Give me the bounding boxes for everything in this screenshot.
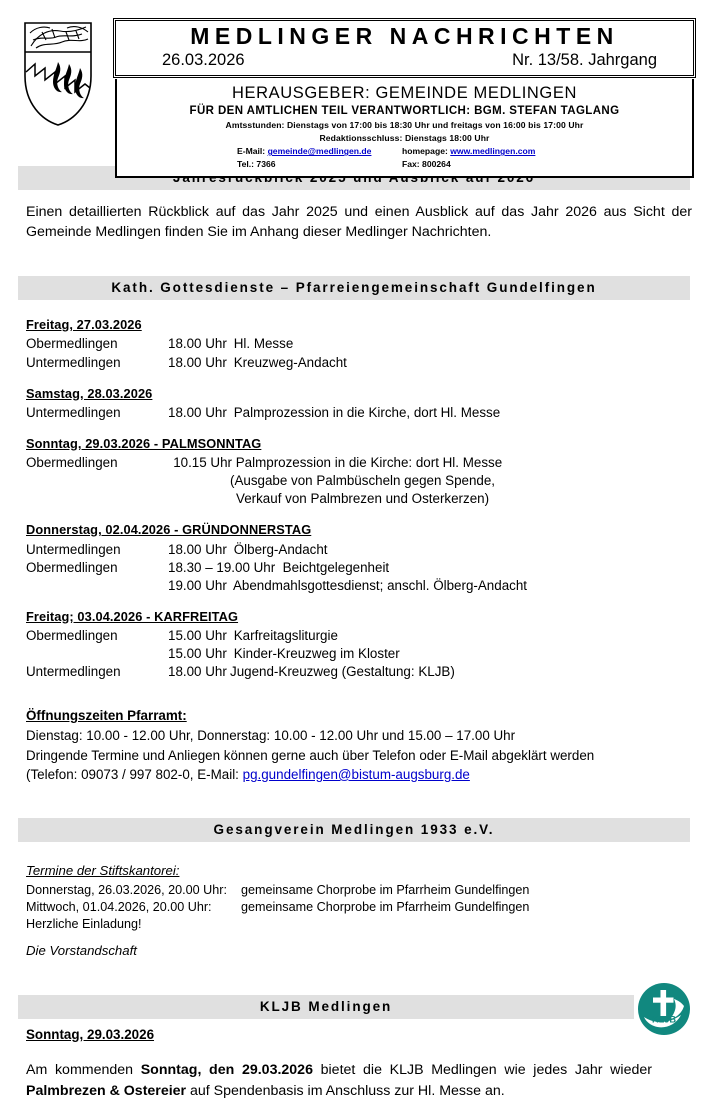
service-block — [26, 521, 692, 594]
kljb-paragraph — [26, 1060, 692, 1102]
email-link[interactable]: gemeinde@medlingen.de — [267, 146, 372, 157]
service-place: Untermedlingen — [26, 664, 121, 680]
choir-row — [26, 899, 692, 916]
section-heading-gesangverein: Gesangverein Medlingen 1933 e.V. — [18, 818, 690, 842]
service-desc: (Ausgabe von Palmbüscheln gegen Spende, — [230, 473, 496, 489]
service-desc: Palmprozession in die Kirche: dort Hl. Messe — [235, 455, 503, 471]
service-desc: Ölberg-Andacht — [233, 541, 328, 557]
contact-block — [117, 145, 692, 171]
service-row — [26, 354, 692, 372]
service-desc: Palmprozession in die Kirche, dort Hl. Messe — [233, 404, 501, 420]
service-detail — [168, 354, 692, 372]
service-time: 18.00 Uhr — [168, 541, 227, 557]
responsible-line: FÜR DEN AMTLICHEN TEIL VERANTWORTLICH: BGM. STEFAN TAGLANG — [189, 105, 620, 118]
service-time: 15.00 Uhr — [168, 646, 227, 662]
service-detail — [168, 559, 692, 577]
service-row — [26, 335, 692, 353]
section-heading-kljb: KLJB Medlingen — [18, 995, 634, 1019]
service-place: Obermedlingen — [26, 336, 118, 352]
section-body-jahresrueckblick — [0, 202, 714, 242]
service-desc: Jugend-Kreuzweg (Gestaltung: KLJB) — [230, 664, 455, 680]
coat-of-arms-icon — [22, 20, 94, 128]
service-desc: Hl. Messe — [233, 336, 294, 352]
pfarramt-email-link[interactable]: pg.gundelfingen@bistum-augsburg.de — [242, 766, 470, 782]
service-date: Donnerstag, 02.04.2026 - GRÜNDONNERSTAG — [26, 522, 312, 538]
choir-signature: Die Vorstandschaft — [26, 942, 137, 958]
review-paragraph: Einen detaillierten Rückblick auf das Jahr 2025 und einen Ausblick auf das Jahr 2026 aus Sicht der Gemeinde Medlingen finden Sie im Anhang dieser Medlinger Nachrichten. — [26, 204, 692, 241]
service-place — [26, 645, 168, 663]
homepage-link[interactable]: www.medlingen.com — [450, 146, 536, 157]
service-date: Freitag; 03.04.2026 - KARFREITAG — [26, 608, 239, 624]
section-heading-gottesdienste: Kath. Gottesdienste – Pfarreiengemeinschaft Gundelfingen — [18, 276, 690, 300]
pfarramt-phone: (Telefon: 09073 / 997 802-0, E-Mail: — [26, 766, 243, 782]
issue-line — [116, 50, 693, 71]
section-body-kljb — [0, 1025, 714, 1102]
kljb-text-1: Am kommenden — [26, 1061, 141, 1078]
page-title: MEDLINGER NACHRICHTEN — [190, 23, 619, 49]
section-body-gottesdienste — [0, 316, 714, 784]
kljb-text-2: bietet die KLJB Medlingen wie jedes Jahr wieder — [312, 1061, 652, 1078]
service-place: Untermedlingen — [26, 541, 121, 557]
service-place — [26, 472, 168, 490]
service-time: 19.00 Uhr — [168, 577, 227, 593]
service-row — [26, 404, 692, 422]
title-box — [115, 20, 694, 76]
pfarramt-hours: Dienstag: 10.00 - 12.00 Uhr, Donnerstag: 10.00 - 12.00 Uhr und 15.00 – 17.00 Uhr — [26, 728, 516, 744]
service-place: Untermedlingen — [26, 354, 121, 370]
office-hours-line: Amtsstunden: Dienstags von 17:00 bis 18:30 Uhr und freitags von 16:00 bis 17:00 Uhr — [225, 120, 584, 131]
service-block — [26, 608, 692, 681]
service-place: Obermedlingen — [26, 559, 118, 575]
service-detail — [168, 663, 692, 681]
service-time: 15.00 Uhr — [168, 627, 227, 643]
service-desc: Abendmahlsgottesdienst; anschl. Ölberg-Andacht — [232, 577, 528, 593]
service-desc: Karfreitagsliturgie — [233, 627, 338, 643]
service-time: 18.00 Uhr — [168, 404, 227, 420]
service-block — [26, 316, 692, 371]
publisher-box — [115, 79, 694, 178]
service-place: Obermedlingen — [26, 627, 118, 643]
choir-when: Mittwoch, 01.04.2026, 20.00 Uhr: — [26, 899, 212, 914]
service-date: Samstag, 28.03.2026 — [26, 385, 153, 401]
email-cell — [177, 145, 402, 158]
fax-cell: Fax: 800264 — [402, 159, 451, 170]
service-row — [26, 645, 692, 663]
tel-cell: Tel.: 7366 — [237, 159, 276, 170]
service-time: 18.00 Uhr — [168, 664, 227, 680]
service-time: 18.00 Uhr — [168, 336, 227, 352]
service-desc: Beichtgelegenheit — [282, 559, 390, 575]
service-place: Untermedlingen — [26, 404, 121, 420]
service-row — [26, 663, 692, 681]
choir-what: gemeinsame Chorprobe im Pfarrheim Gundelfingen — [241, 899, 530, 914]
service-detail — [168, 627, 692, 645]
pfarramt-block — [26, 706, 692, 784]
issue-date: 26.03.2026 — [162, 50, 245, 69]
choir-when: Donnerstag, 26.03.2026, 20.00 Uhr: — [26, 882, 227, 897]
homepage-label: homepage: — [402, 146, 448, 157]
service-date: Freitag, 27.03.2026 — [26, 317, 142, 333]
service-place — [26, 577, 168, 595]
service-time: 18.00 Uhr — [168, 354, 227, 370]
service-row — [26, 577, 692, 595]
svg-text:KLJB: KLJB — [652, 1014, 676, 1025]
service-block — [26, 385, 692, 422]
kljb-bold-2: Palmbrezen & Ostereier — [26, 1082, 187, 1099]
service-row — [26, 454, 692, 472]
service-place — [26, 490, 168, 508]
service-time: 10.15 Uhr — [173, 455, 232, 471]
service-detail — [168, 541, 692, 559]
choir-row — [26, 882, 692, 899]
service-detail — [168, 335, 692, 353]
service-row — [26, 627, 692, 645]
service-row — [26, 541, 692, 559]
masthead — [0, 0, 714, 170]
service-row — [26, 559, 692, 577]
publisher-line: HERAUSGEBER: GEMEINDE MEDLINGEN — [232, 83, 577, 102]
service-desc: Kinder-Kreuzweg im Kloster — [233, 646, 400, 662]
service-detail — [168, 404, 692, 422]
service-date: Sonntag, 29.03.2026 - PALMSONNTAG — [26, 435, 262, 451]
section-body-gesangverein — [0, 862, 714, 960]
email-label: E-Mail: — [237, 146, 266, 157]
issue-number: Nr. 13/58. Jahrgang — [512, 50, 657, 69]
service-row — [26, 490, 692, 508]
masthead-box — [115, 20, 694, 178]
kljb-text-3: auf Spendenbasis im Anschluss zur Hl. Messe an. — [186, 1082, 505, 1099]
pfarramt-note: Dringende Termine und Anliegen können gerne auch über Telefon oder E-Mail abgeklärt werden — [26, 747, 595, 763]
pfarramt-heading: Öffnungszeiten Pfarramt: — [26, 708, 187, 724]
service-row — [26, 472, 692, 490]
kljb-date: Sonntag, 29.03.2026 — [26, 1026, 155, 1042]
kljb-bold-1: Sonntag, den 29.03.2026 — [140, 1061, 313, 1078]
editorial-deadline-line: Redaktionsschluss: Dienstags 18:00 Uhr — [319, 132, 490, 143]
choir-invitation: Herzliche Einladung! — [26, 916, 142, 931]
service-block — [26, 435, 692, 508]
choir-what: gemeinsame Chorprobe im Pfarrheim Gundelfingen — [241, 882, 530, 897]
choir-subheading: Termine der Stiftskantorei: — [26, 863, 180, 879]
homepage-cell — [402, 145, 632, 158]
service-time: 18.30 – 19.00 Uhr — [168, 559, 276, 575]
kljb-logo-icon — [636, 981, 692, 1037]
service-detail — [168, 645, 692, 663]
pfarramt-contact — [26, 765, 692, 784]
service-desc: Verkauf von Palmbrezen und Osterkerzen) — [236, 491, 490, 507]
service-detail — [168, 454, 692, 472]
service-place: Obermedlingen — [26, 455, 118, 471]
service-desc: Kreuzweg-Andacht — [233, 354, 347, 370]
service-detail — [168, 577, 692, 595]
